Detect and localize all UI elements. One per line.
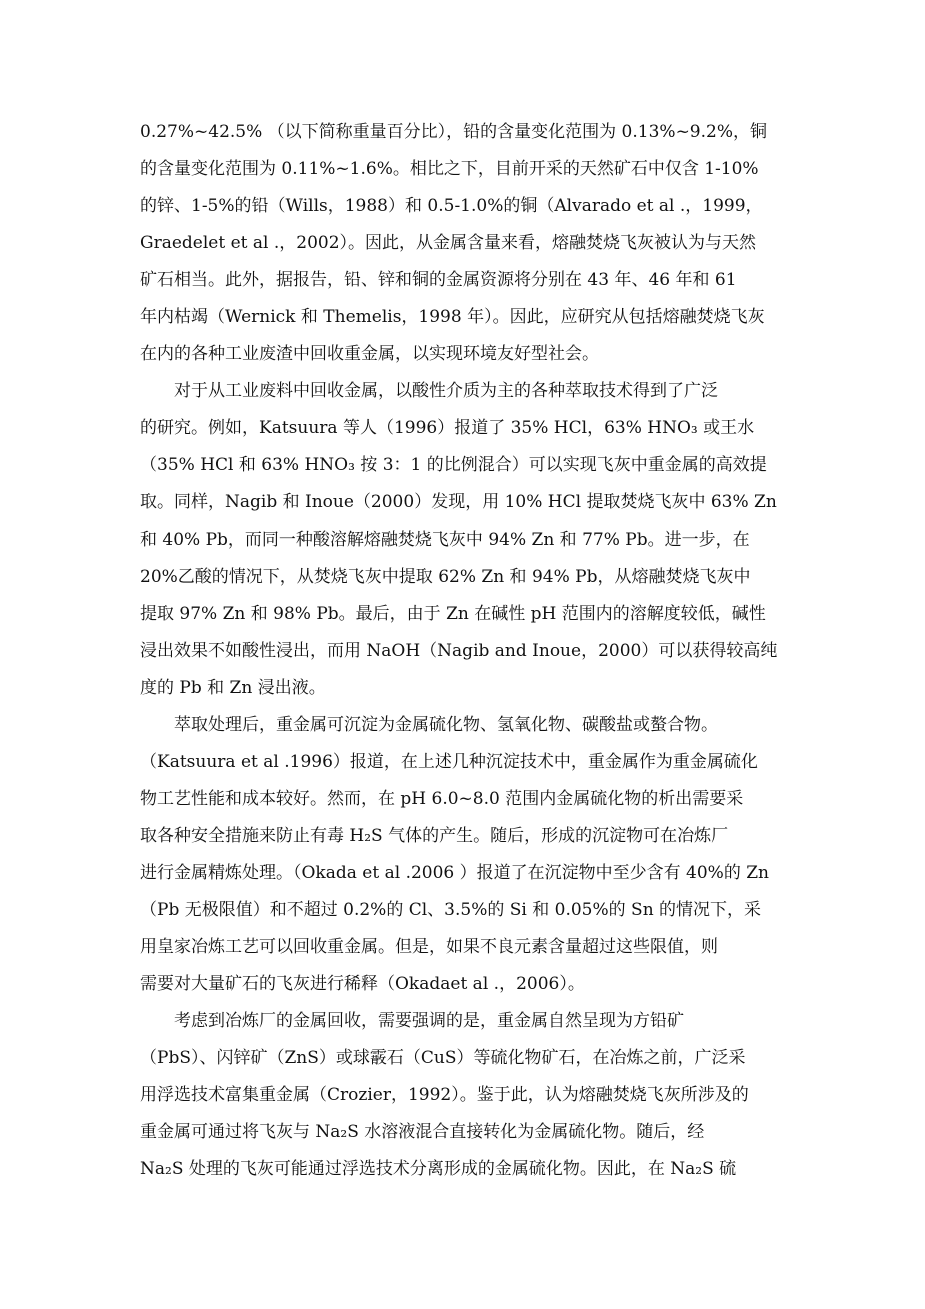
paragraph-1-line: Graedelet et al .，2002）。因此，从金属含量来看，熔融焚烧飞灰被认为与天然 — [140, 233, 757, 254]
paragraph-3-line: 用皇家冶炼工艺可以回收重金属。但是，如果不良元素含量超过这些限值，则 — [140, 937, 718, 958]
paragraph-4-line: 用浮选技术富集重金属（Crozier，1992）。鉴于此，认为熔融焚烧飞灰所涉及的 — [140, 1085, 749, 1106]
paragraph-2-line: 度的 Pb 和 Zn 浸出液。 — [140, 677, 326, 698]
paragraph-4-line: 考虑到冶炼厂的金属回收，需要强调的是，重金属自然呈现为方铅矿 — [174, 1011, 684, 1032]
paragraph-3-line: 进行金属精炼处理。（Okada et al .2006 ）报道了在沉淀物中至少含有 40%的 Zn — [140, 862, 769, 883]
paragraph-2-line: 对于从工业废料中回收金属，以酸性介质为主的各种萃取技术得到了广泛 — [174, 381, 718, 402]
paragraph-1-line: 年内枯竭（Wernick 和 Themelis，1998 年）。因此，应研究从包括熔融焚烧飞灰 — [140, 307, 765, 328]
paragraph-1-line: 的含量变化范围为 0.11%~1.6%。相比之下，目前开采的天然矿石中仅含 1-10% — [140, 159, 759, 180]
paragraph-4-line: （PbS）、闪锌矿（ZnS）或球霰石（CuS）等硫化物矿石，在冶炼之前，广泛采 — [140, 1048, 746, 1069]
paragraph-3-line: 物工艺性能和成本较好。然而，在 pH 6.0~8.0 范围内金属硫化物的析出需要采 — [140, 788, 744, 809]
paragraph-2-line: （35% HCl 和 63% HNO₃ 按 3：1 的比例混合）可以实现飞灰中重金属的高效提 — [140, 455, 767, 476]
paragraph-1-line: 0.27%~42.5% （以下简称重量百分比），铅的含量变化范围为 0.13%~9.2%，铜 — [140, 122, 767, 142]
paragraph-2-line: 取。同样，Nagib 和 Inoue（2000）发现，用 10% HCl 提取焚烧飞灰中 63% Zn — [140, 492, 777, 513]
paragraph-2-line: 的研究。例如，Katsuura 等人（1996）报道了 35% HCl，63% HNO₃ 或王水 — [140, 418, 755, 439]
paragraph-1-line: 在内的各种工业废渣中回收重金属，以实现环境友好型社会。 — [140, 344, 599, 365]
paragraph-4-line: Na₂S 处理的飞灰可能通过浮选技术分离形成的金属硫化物。因此，在 Na₂S 硫 — [140, 1159, 737, 1180]
paragraph-3-line: （Pb 无极限值）和不超过 0.2%的 Cl、3.5%的 Si 和 0.05%的 Sn 的情况下，采 — [140, 899, 762, 920]
paragraph-3-line: （Katsuura et al .1996）报道，在上述几种沉淀技术中，重金属作为重金属硫化 — [140, 751, 758, 772]
paragraph-2-line: 20%乙酸的情况下，从焚烧飞灰中提取 62% Zn 和 94% Pb，从熔融焚烧飞灰中 — [140, 566, 751, 587]
paragraph-2-line: 提取 97% Zn 和 98% Pb。最后，由于 Zn 在碱性 pH 范围内的溶解度较低，碱性 — [140, 603, 766, 624]
paragraph-3-line: 需要对大量矿石的飞灰进行稀释（Okadaet al .，2006）。 — [140, 974, 585, 995]
paragraph-2-line: 浸出效果不如酸性浸出，而用 NaOH（Nagib and Inoue，2000）可以获得较高纯 — [140, 640, 778, 661]
paragraph-3-line: 萃取处理后，重金属可沉淀为金属硫化物、氢氧化物、碳酸盐或螯合物。 — [174, 714, 718, 735]
paragraph-1-line: 的锌、1-5%的铅（Wills，1988）和 0.5-1.0%的铜（Alvarado et al .，1999， — [140, 196, 763, 217]
paragraph-4-line: 重金属可通过将飞灰与 Na₂S 水溶液混合直接转化为金属硫化物。随后，经 — [140, 1122, 705, 1143]
body-text — [140, 114, 788, 1188]
paragraph-1-line: 矿石相当。此外，据报告，铅、锌和铜的金属资源将分别在 43 年、46 年和 61 — [140, 270, 737, 291]
paragraph-3-line: 取各种安全措施来防止有毒 H₂S 气体的产生。随后，形成的沉淀物可在冶炼厂 — [140, 825, 729, 846]
paragraph-2-line: 和 40% Pb，而同一种酸溶解熔融焚烧飞灰中 94% Zn 和 77% Pb。进一步，在 — [140, 529, 750, 550]
